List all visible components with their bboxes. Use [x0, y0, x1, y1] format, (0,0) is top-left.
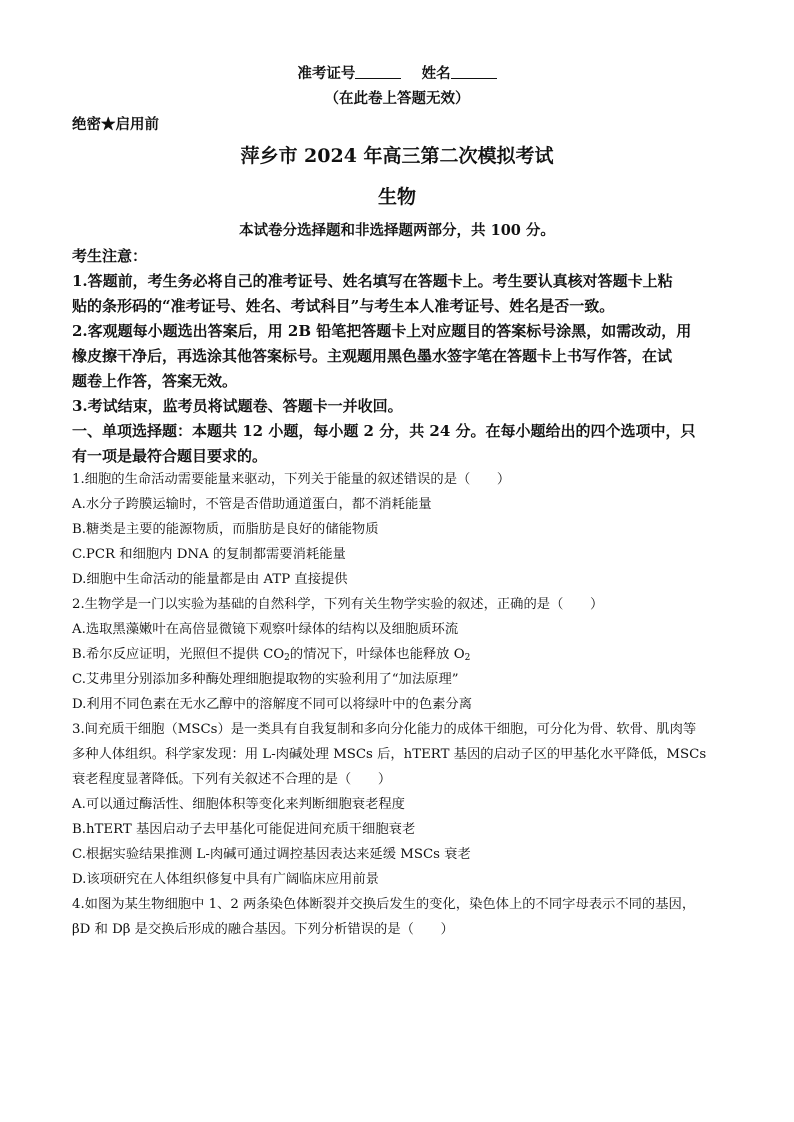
- q2-option-a: A.选取黑藻嫩叶在高倍显微镜下观察叶绿体的结构以及细胞质环流: [72, 622, 459, 637]
- o2-subscript: 2: [464, 653, 471, 663]
- exam-summary: 本试卷分选择题和非选择题两部分，共 100 分。: [239, 222, 555, 239]
- admission-name-line: [0, 64, 794, 84]
- q3-stem: 多种人体组织。科学家发现：用 L-肉碱处理 MSCs 后，hTERT 基因的启动子区的甲基化水平降低，MSCs: [72, 747, 707, 762]
- q2-option-b-text: 的情况下，叶绿体也能释放 O: [289, 647, 465, 662]
- admission-label: 准考证号: [297, 65, 356, 82]
- q1-option-d: D.细胞中生命活动的能量都是由 ATP 直接提供: [72, 572, 348, 587]
- name-label: 姓名: [421, 65, 451, 82]
- q2-option-c: C.艾弗里分别添加多种酶处理细胞提取物的实验利用了“加法原理”: [72, 672, 459, 687]
- q2-option-d: D.利用不同色素在无水乙醇中的溶解度不同可以将绿叶中的色素分离: [72, 697, 473, 712]
- q2-option-b: [72, 645, 470, 665]
- q1-stem: 1.细胞的生命活动需要能量来驱动，下列关于能量的叙述错误的是（ ）: [72, 472, 511, 487]
- admission-blank: [355, 64, 401, 79]
- notice-line: 3.考试结束，监考员将试题卷、答题卡一并收回。: [72, 397, 403, 415]
- invalid-note: （在此卷上答题无效）: [324, 90, 470, 107]
- notice-line: 题卷上作答，答案无效。: [72, 372, 238, 390]
- exam-title: 萍乡市 2024 年高三第二次模拟考试: [240, 145, 554, 167]
- q3-option-a: A.可以通过酶活性、细胞体积等变化来判断细胞衰老程度: [72, 797, 405, 812]
- name-blank: [451, 64, 497, 79]
- notice-heading: 考生注意：: [72, 247, 148, 265]
- notice-line: 1.答题前，考生务必将自己的准考证号、姓名填写在答题卡上。考生要认真核对答题卡上粘: [72, 272, 673, 290]
- secret-mark: 绝密★启用前: [72, 116, 159, 133]
- q3-option-d: D.该项研究在人体组织修复中具有广阔临床应用前景: [72, 872, 379, 887]
- exam-subject: 生物: [377, 186, 416, 208]
- q4-stem: 4.如图为某生物细胞中 1、2 两条染色体断裂并交换后发生的变化，染色体上的不同字母表示不同的基因，: [72, 897, 696, 912]
- q3-option-c: C.根据实验结果推测 L-肉碱可通过调控基因表达来延缓 MSCs 衰老: [72, 847, 471, 862]
- q1-option-b: B.糖类是主要的能源物质，而脂肪是良好的储能物质: [72, 522, 379, 537]
- q1-option-c: C.PCR 和细胞内 DNA 的复制都需要消耗能量: [72, 547, 346, 562]
- q1-option-a: A.水分子跨膜运输时，不管是否借助通道蛋白，都不消耗能量: [72, 497, 432, 512]
- notice-line: 2.客观题每小题选出答案后，用 2B 铅笔把答题卡上对应题目的答案标号涂黑，如需改动，用: [72, 322, 692, 340]
- q4-stem: βD 和 Dβ 是交换后形成的融合基因。下列分析错误的是（ ）: [72, 922, 454, 937]
- notice-line: 橡皮擦干净后，再选涂其他答案标号。主观题用黑色墨水签字笔在答题卡上书写作答，在试: [72, 347, 673, 365]
- q3-stem: 衰老程度显著降低。下列有关叙述不合理的是（ ）: [72, 772, 392, 787]
- section-heading: 一、单项选择题：本题共 12 小题，每小题 2 分，共 24 分。在每小题给出的四个选项中，只: [72, 422, 696, 440]
- q3-stem: 3.间充质干细胞（MSCs）是一类具有自我复制和多向分化能力的成体干细胞，可分化为骨、软骨、肌肉等: [72, 722, 697, 737]
- co2-subscript: 2: [284, 653, 290, 663]
- notice-line: 贴的条形码的“准考证号、姓名、考试科目”与考生本人准考证号、姓名是否一致。: [72, 297, 615, 315]
- q3-option-b: B.hTERT 基因启动子去甲基化可能促进间充质干细胞衰老: [72, 822, 416, 837]
- q2-option-b-text: B.希尔反应证明，光照但不提供 CO: [72, 647, 285, 662]
- q2-stem: 2.生物学是一门以实验为基础的自然科学，下列有关生物学实验的叙述，正确的是（ ）: [72, 597, 604, 612]
- section-heading: 有一项是最符合题目要求的。: [72, 447, 268, 465]
